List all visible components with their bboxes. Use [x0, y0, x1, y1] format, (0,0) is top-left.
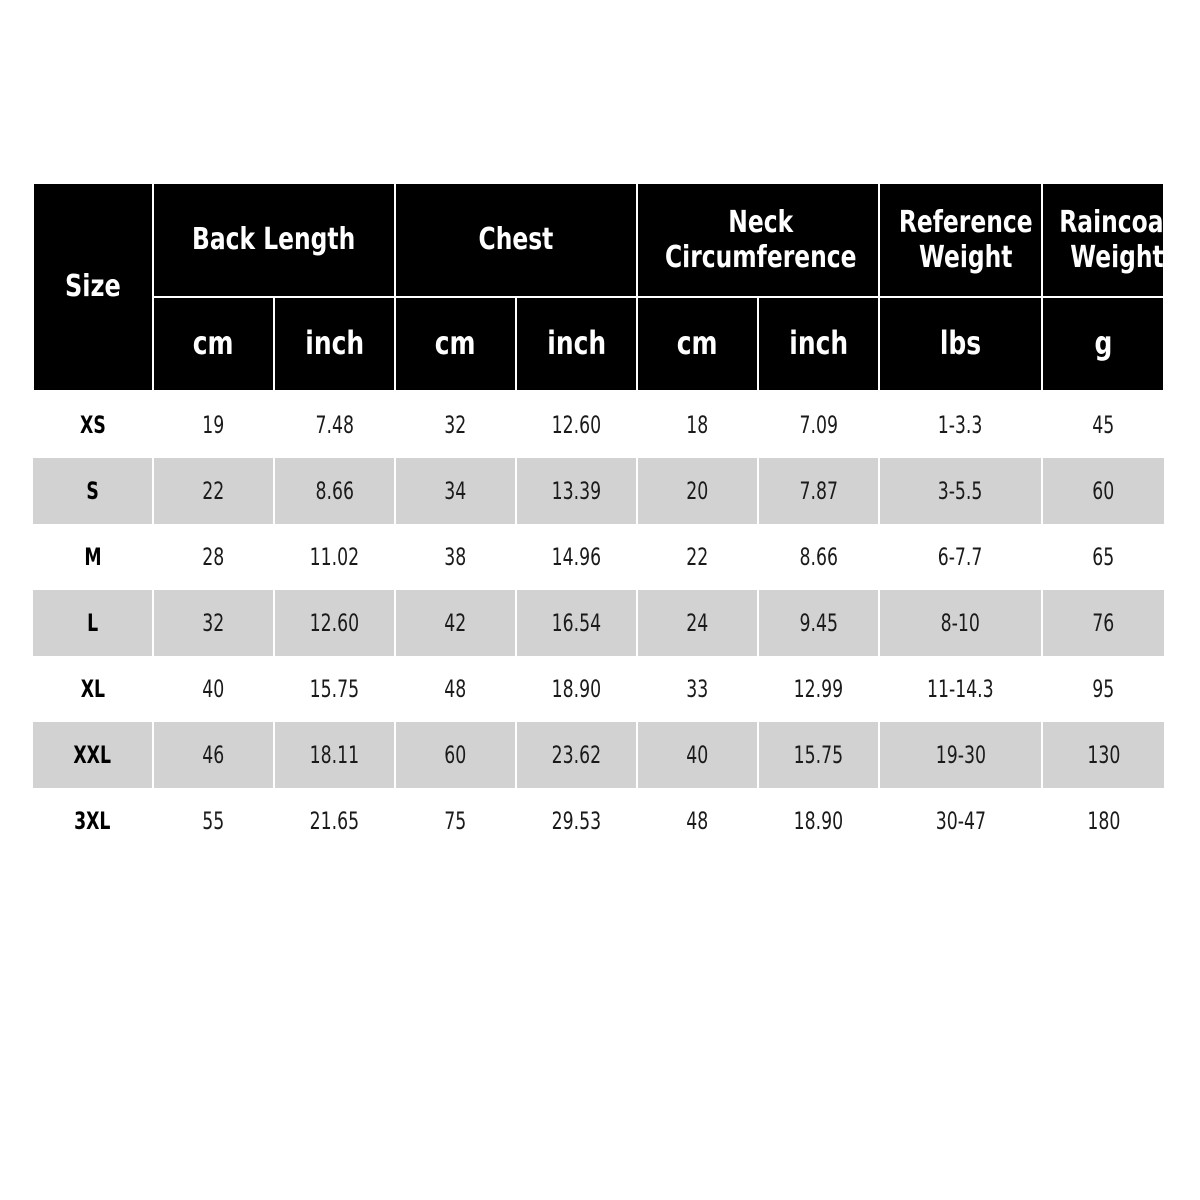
cell-ref-lbs-value: 3-5.5	[938, 477, 983, 505]
cell-chest-cm-value: 48	[444, 675, 467, 703]
cell-rain-g-value: 60	[1092, 477, 1115, 505]
cell-neck-cm	[637, 656, 758, 722]
cell-back-inch	[274, 722, 395, 788]
cell-neck-inch	[758, 391, 879, 458]
cell-chest-inch	[516, 524, 637, 590]
cell-back-cm-value: 19	[202, 411, 225, 439]
cell-back-cm	[153, 656, 274, 722]
cell-neck-inch	[758, 656, 879, 722]
cell-chest-inch-value: 14.96	[551, 543, 602, 571]
cell-chest-inch	[516, 656, 637, 722]
cell-size-value: L	[86, 609, 98, 637]
header-reference-weight-line2: Weight	[919, 240, 1013, 275]
cell-chest-cm-value: 42	[444, 609, 467, 637]
unit-back-cm-label: cm	[193, 324, 234, 363]
cell-ref-lbs-value: 30-47	[935, 807, 986, 835]
unit-neck-inch	[758, 297, 879, 391]
header-size-label: Size	[65, 269, 121, 305]
cell-back-inch-value: 7.48	[315, 411, 354, 439]
header-raincoat-weight-line1: Raincoat	[1059, 204, 1175, 240]
cell-rain-g	[1042, 656, 1164, 722]
cell-neck-cm-value: 18	[686, 411, 709, 439]
cell-neck-cm	[637, 722, 758, 788]
cell-rain-g	[1042, 722, 1164, 788]
cell-neck-inch	[758, 590, 879, 656]
header-reference-weight	[879, 183, 1042, 297]
unit-neck-inch-label: inch	[789, 324, 848, 363]
cell-back-cm	[153, 590, 274, 656]
cell-size-value: S	[86, 477, 99, 505]
cell-chest-cm	[395, 524, 516, 590]
cell-chest-inch-value: 16.54	[551, 609, 602, 637]
cell-size	[33, 788, 153, 854]
cell-chest-cm	[395, 656, 516, 722]
cell-size	[33, 391, 153, 458]
cell-rain-g-value: 95	[1092, 675, 1115, 703]
cell-back-cm	[153, 524, 274, 590]
unit-chest-cm	[395, 297, 516, 391]
cell-rain-g-value: 130	[1087, 741, 1121, 769]
unit-chest-inch	[516, 297, 637, 391]
cell-neck-inch-value: 7.09	[799, 411, 838, 439]
cell-back-inch	[274, 656, 395, 722]
table-row	[33, 722, 1164, 788]
cell-neck-inch	[758, 524, 879, 590]
cell-size-value: XL	[80, 675, 105, 703]
cell-ref-lbs	[879, 391, 1042, 458]
unit-back-cm	[153, 297, 274, 391]
cell-size-value: 3XL	[74, 807, 111, 835]
cell-chest-inch	[516, 722, 637, 788]
cell-chest-inch	[516, 391, 637, 458]
cell-neck-cm	[637, 788, 758, 854]
cell-ref-lbs	[879, 656, 1042, 722]
cell-ref-lbs	[879, 722, 1042, 788]
cell-ref-lbs	[879, 590, 1042, 656]
cell-back-inch-value: 21.65	[309, 807, 360, 835]
cell-neck-cm-value: 24	[686, 609, 709, 637]
cell-back-inch	[274, 590, 395, 656]
unit-neck-cm	[637, 297, 758, 391]
cell-chest-inch-value: 12.60	[551, 411, 602, 439]
cell-chest-inch	[516, 788, 637, 854]
cell-rain-g	[1042, 391, 1164, 458]
unit-neck-cm-label: cm	[677, 324, 718, 363]
cell-size	[33, 656, 153, 722]
cell-chest-cm-value: 60	[444, 741, 467, 769]
table-row	[33, 391, 1164, 458]
cell-neck-cm	[637, 458, 758, 524]
cell-neck-inch-value: 9.45	[799, 609, 838, 637]
header-back-length-label: Back Length	[192, 222, 356, 258]
cell-chest-inch-value: 18.90	[551, 675, 602, 703]
unit-back-inch-label: inch	[305, 324, 364, 363]
cell-neck-inch-value: 12.99	[793, 675, 844, 703]
header-row-units	[33, 297, 1164, 391]
cell-back-cm-value: 22	[202, 477, 225, 505]
cell-chest-inch	[516, 458, 637, 524]
cell-size	[33, 722, 153, 788]
cell-chest-inch-value: 23.62	[551, 741, 602, 769]
cell-neck-inch-value: 7.87	[799, 477, 838, 505]
header-back-length	[153, 183, 395, 297]
cell-chest-cm	[395, 391, 516, 458]
cell-chest-inch	[516, 590, 637, 656]
cell-neck-cm-value: 33	[686, 675, 709, 703]
cell-neck-inch-value: 15.75	[793, 741, 844, 769]
cell-neck-cm	[637, 524, 758, 590]
cell-size	[33, 524, 153, 590]
unit-back-inch	[274, 297, 395, 391]
cell-size-value: XS	[79, 411, 106, 439]
cell-neck-cm-value: 22	[686, 543, 709, 571]
cell-size-value: M	[83, 543, 102, 571]
cell-back-inch	[274, 788, 395, 854]
header-neck-label: Neck Circumference	[665, 204, 857, 275]
unit-ref-lbs	[879, 297, 1042, 391]
cell-chest-cm-value: 32	[444, 411, 467, 439]
cell-neck-inch	[758, 722, 879, 788]
cell-ref-lbs	[879, 524, 1042, 590]
cell-neck-inch	[758, 788, 879, 854]
header-size	[33, 183, 153, 391]
cell-neck-cm	[637, 590, 758, 656]
cell-rain-g-value: 76	[1092, 609, 1115, 637]
cell-neck-cm-value: 48	[686, 807, 709, 835]
cell-chest-inch-value: 13.39	[551, 477, 602, 505]
cell-back-cm	[153, 458, 274, 524]
cell-size	[33, 590, 153, 656]
unit-chest-inch-label: inch	[547, 324, 606, 363]
cell-ref-lbs	[879, 788, 1042, 854]
cell-neck-cm-value: 40	[686, 741, 709, 769]
cell-ref-lbs-value: 1-3.3	[938, 411, 983, 439]
cell-ref-lbs	[879, 458, 1042, 524]
table-row	[33, 788, 1164, 854]
table-header	[33, 183, 1175, 391]
cell-back-cm	[153, 722, 274, 788]
cell-back-inch	[274, 391, 395, 458]
header-reference-weight-line1: Reference	[898, 204, 1033, 240]
cell-rain-g	[1042, 590, 1164, 656]
cell-back-inch	[274, 458, 395, 524]
cell-ref-lbs-value: 8-10	[940, 609, 981, 637]
header-chest	[395, 183, 637, 297]
header-neck-circumference	[637, 183, 879, 297]
cell-neck-inch-value: 8.66	[799, 543, 838, 571]
cell-ref-lbs-value: 19-30	[935, 741, 986, 769]
cell-rain-g-value: 45	[1092, 411, 1115, 439]
cell-chest-cm	[395, 722, 516, 788]
unit-ref-lbs-label: lbs	[939, 324, 982, 363]
cell-chest-cm-value: 38	[444, 543, 467, 571]
cell-back-cm-value: 32	[202, 609, 225, 637]
cell-chest-cm-value: 34	[444, 477, 467, 505]
table-row	[33, 458, 1164, 524]
cell-back-cm	[153, 391, 274, 458]
cell-back-inch-value: 18.11	[309, 741, 360, 769]
unit-chest-cm-label: cm	[435, 324, 476, 363]
cell-rain-g-value: 65	[1092, 543, 1115, 571]
header-reference-weight-label	[899, 205, 1033, 276]
cell-ref-lbs-value: 11-14.3	[927, 675, 994, 703]
cell-back-cm-value: 46	[202, 741, 225, 769]
cell-back-inch-value: 11.02	[309, 543, 360, 571]
cell-rain-g-value: 180	[1087, 807, 1121, 835]
cell-rain-g	[1042, 524, 1164, 590]
cell-ref-lbs-value: 6-7.7	[938, 543, 983, 571]
cell-neck-cm-value: 20	[686, 477, 709, 505]
cell-back-inch	[274, 524, 395, 590]
table-body	[33, 391, 1164, 854]
table-row	[33, 524, 1164, 590]
size-chart-table	[32, 182, 1175, 854]
cell-back-inch-value: 8.66	[315, 477, 354, 505]
header-chest-label: Chest	[478, 222, 554, 258]
header-raincoat-weight-label	[1059, 205, 1174, 276]
cell-back-inch-value: 12.60	[309, 609, 360, 637]
cell-back-cm-value: 40	[202, 675, 225, 703]
unit-rain-g	[1042, 297, 1164, 391]
cell-chest-cm	[395, 590, 516, 656]
unit-rain-g-label: g	[1094, 324, 1112, 363]
cell-chest-cm	[395, 458, 516, 524]
cell-neck-inch	[758, 458, 879, 524]
header-raincoat-weight	[1042, 183, 1175, 297]
cell-back-cm-value: 28	[202, 543, 225, 571]
cell-size	[33, 458, 153, 524]
cell-chest-cm	[395, 788, 516, 854]
cell-rain-g	[1042, 788, 1164, 854]
header-raincoat-weight-line2: Weight	[1070, 240, 1164, 275]
cell-chest-cm-value: 75	[444, 807, 467, 835]
cell-chest-inch-value: 29.53	[551, 807, 602, 835]
cell-size-value: XXL	[73, 741, 112, 769]
cell-neck-cm	[637, 391, 758, 458]
table-row	[33, 656, 1164, 722]
cell-back-inch-value: 15.75	[309, 675, 360, 703]
cell-neck-inch-value: 18.90	[793, 807, 844, 835]
cell-rain-g	[1042, 458, 1164, 524]
table-row	[33, 590, 1164, 656]
cell-back-cm	[153, 788, 274, 854]
cell-back-cm-value: 55	[202, 807, 225, 835]
header-row-titles	[33, 183, 1164, 297]
